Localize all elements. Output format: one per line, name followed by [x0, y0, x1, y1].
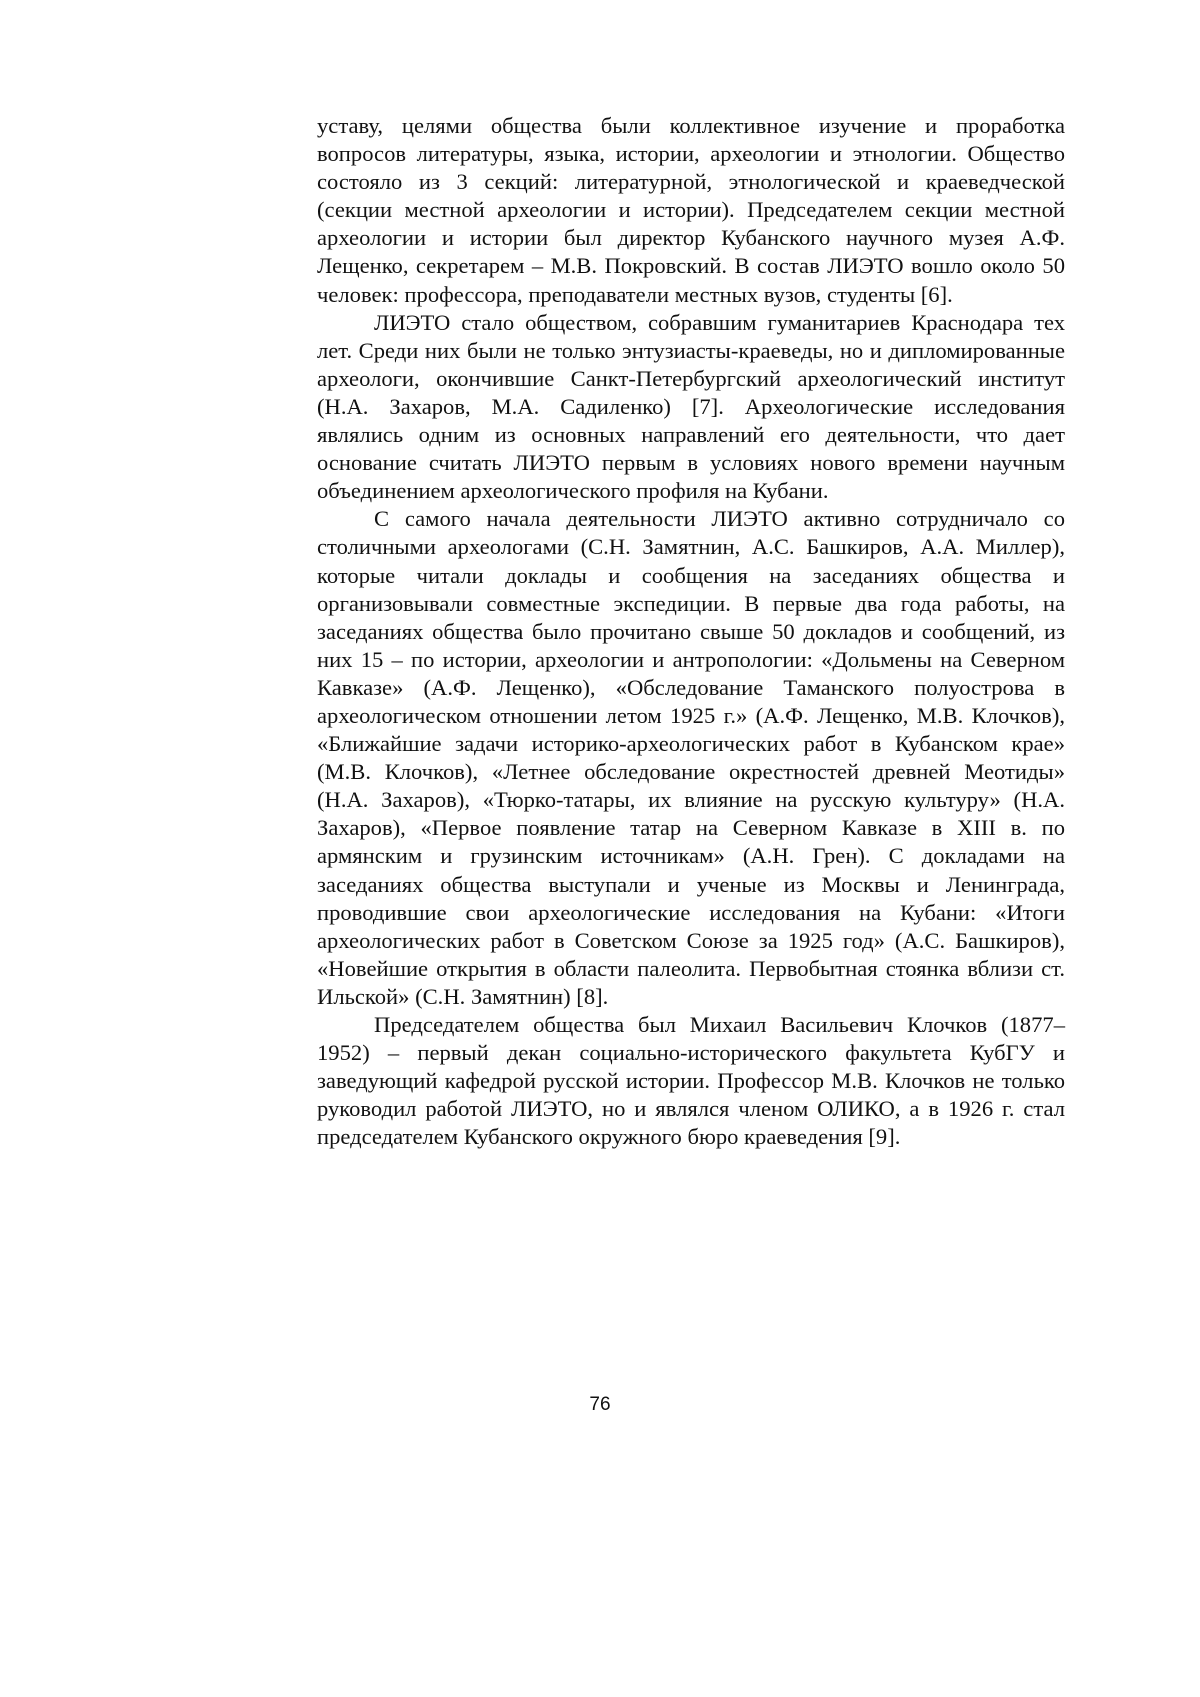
document-page — [0, 0, 1200, 1697]
body-text — [317, 112, 1065, 1151]
paragraph-1: уставу, целями общества были коллективное изучение и проработка вопросов литературы, языка, истории, археологии и этнологии. Общество состояло из 3 секций: литературной, этнологической и краеведческой (секции местной археологии и истории). Председателем секции местной археологии и истории был директор Кубанского научного музея А.Ф. Лещенко, секретарем – М.В. Покровский. В состав ЛИЭТО вошло около 50 человек: профессора, преподаватели местных вузов, студенты [6]. — [317, 112, 1065, 309]
page-number: 76 — [0, 1394, 1200, 1416]
paragraph-3: С самого начала деятельности ЛИЭТО активно сотрудничало со столичными археологами (С.Н. Замятнин, А.С. Башкиров, А.А. Миллер), которые читали доклады и сообщения на заседаниях общества и организовывали совместные экспедиции. В первые два года работы, на заседаниях общества было прочитано свыше 50 докладов и сообщений, из них 15 – по истории, археологии и антропологии: «Дольмены на Северном Кавказе» (А.Ф. Лещенко), «Обследование Таманского полуострова в археологическом отношении летом 1925 г.» (А.Ф. Лещенко, М.В. Клочков), «Ближайшие задачи историко-археологических работ в Кубанском крае» (М.В. Клочков), «Летнее обследование окрестностей древней Меотиды» (Н.А. Захаров), «Тюрко-татары, их влияние на русскую культуру» (Н.А. Захаров), «Первое появление татар на Северном Кавказе в XIII в. по армянским и грузинским источникам» (А.Н. Грен). С докладами на заседаниях общества выступали и ученые из Москвы и Ленинграда, проводившие свои археологические исследования на Кубани: «Итоги археологических работ в Советском Союзе за 1925 год» (А.С. Башкиров), «Новейшие открытия в области палеолита. Первобытная стоянка вблизи ст. Ильской» (С.Н. Замятнин) [8]. — [317, 505, 1065, 1011]
paragraph-2: ЛИЭТО стало обществом, собравшим гуманитариев Краснодара тех лет. Среди них были не только энтузиасты-краеведы, но и дипломированные археологи, окончившие Санкт-Петербургский археологический институт (Н.А. Захаров, М.А. Садиленко) [7]. Археологические исследования являлись одним из основных направлений его деятельности, что дает основание считать ЛИЭТО первым в условиях нового времени научным объединением археологического профиля на Кубани. — [317, 309, 1065, 506]
paragraph-4: Председателем общества был Михаил Васильевич Клочков (1877–1952) – первый декан социально-исторического факультета КубГУ и заведующий кафедрой русской истории. Профессор М.В. Клочков не только руководил работой ЛИЭТО, но и являлся членом ОЛИКО, а в 1926 г. стал председателем Кубанского окружного бюро краеведения [9]. — [317, 1011, 1065, 1151]
